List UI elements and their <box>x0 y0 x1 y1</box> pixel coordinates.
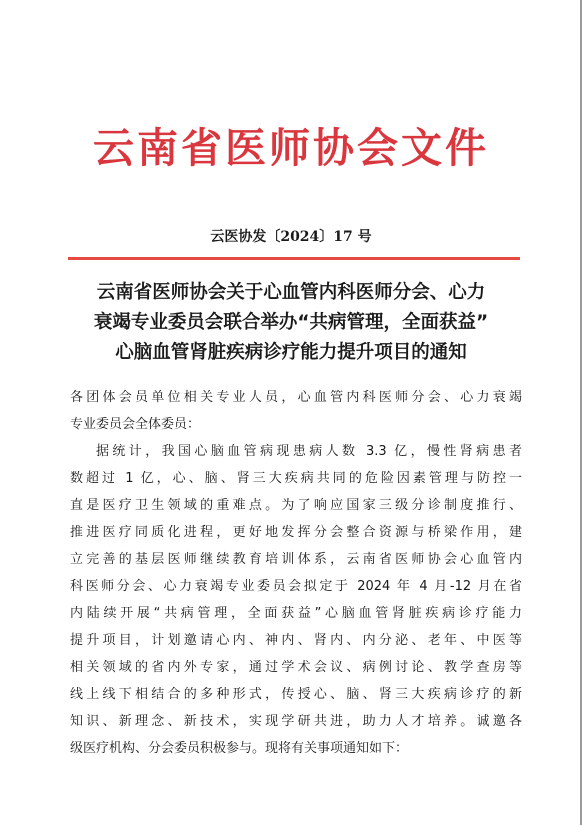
paragraph-line: 直是医疗卫生领域的重难点。为了响应国家三级分诊制度推行、 <box>70 498 522 513</box>
paragraph-line: 提升项目，计划邀请心内、神内、肾内、内分泌、老年、中医等 <box>70 633 522 648</box>
salutation-line: 各团体会员单位相关专业人员，心血管内科医师分会、心力衰竭 <box>70 390 522 405</box>
paragraph-line: 数超过 1 亿，心、脑、肾三大疾病共同的危险因素管理与防控一 <box>70 471 522 486</box>
red-divider-line <box>68 257 520 260</box>
notice-title-line: 心脑血管肾脏疾病诊疗能力提升项目的通知 <box>115 342 467 363</box>
salutation-line: 专业委员会全体委员： <box>70 417 201 432</box>
paragraph-line: 知识、新理念、新技术，实现学研共进，助力人才培养。诚邀各 <box>70 714 522 729</box>
paragraph-line: 相关领域的省内外专家，通过学术会议、病例讨论、教学查房等 <box>70 660 522 675</box>
document-number: 云医协发〔2024〕17 号 <box>210 229 372 245</box>
paragraph-line: 内陆续开展“共病管理，全面获益”心脑血管肾脏疾病诊疗能力 <box>70 606 522 621</box>
notice-body <box>70 384 522 762</box>
notice-title-line: 云南省医师协会关于心血管内科医师分会、心力 <box>96 282 486 303</box>
notice-title <box>60 278 522 368</box>
paragraph-line: 推进医疗同质化进程，更好地发挥分会整合资源与桥梁作用，建 <box>70 525 522 540</box>
paragraph-line: 级医疗机构、分会委员积极参与。现将有关事项通知如下： <box>70 741 409 756</box>
paragraph-line: 线上线下相结合的多种形式，传授心、脑、肾三大疾病诊疗的新 <box>70 687 522 702</box>
document-masthead: 云南省医师协会文件 <box>93 124 489 172</box>
notice-title-line: 衰竭专业委员会联合举办“共病管理，全面获益” <box>93 312 489 333</box>
paragraph-line: 立完善的基层医师继续教育培训体系，云南省医师协会心血管内 <box>70 552 522 567</box>
paragraph-line: 科医师分会、心力衰竭专业委员会拟定于 2024 年 4 月-12 月在省 <box>70 579 522 594</box>
paragraph-line: 据统计，我国心脑血管病现患病人数 3.3 亿，慢性肾病患者 <box>96 444 522 459</box>
